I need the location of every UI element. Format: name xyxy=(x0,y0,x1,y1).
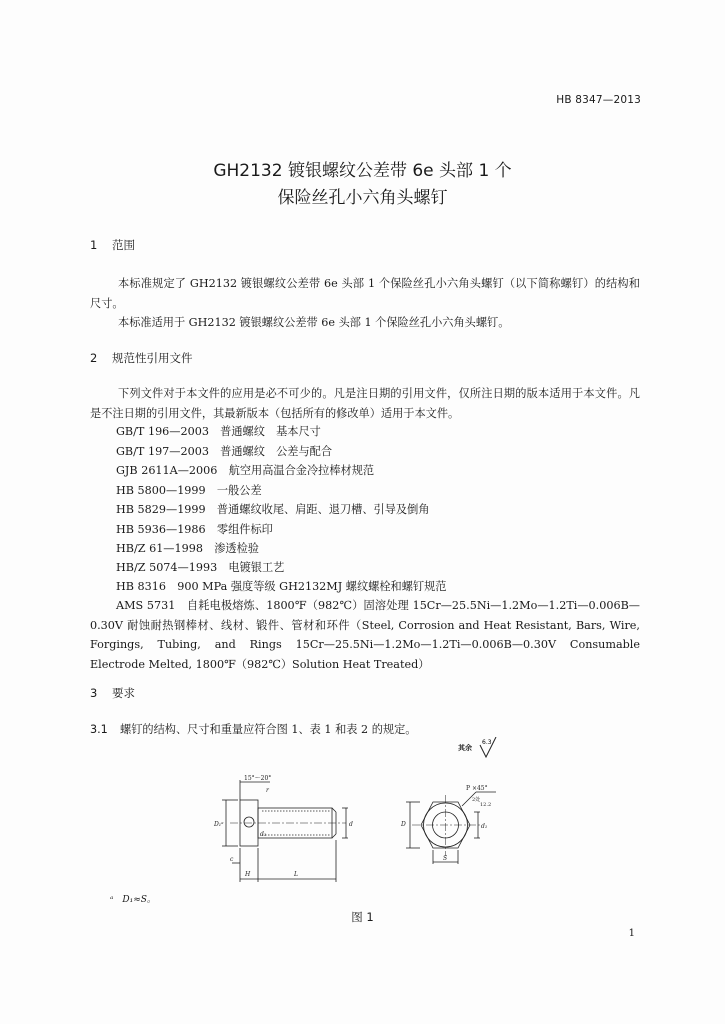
section3-heading xyxy=(90,685,135,701)
dim-d1-side-label: d₁ xyxy=(260,831,267,838)
reference-code: GB/T 196—2003 xyxy=(116,425,209,438)
dim-h-label: H xyxy=(245,871,251,878)
clause-3-1 xyxy=(90,721,416,737)
chamfer-sublabel: 2处 xyxy=(472,797,481,803)
roughness-note xyxy=(458,737,518,761)
reference-title: 一般公差 xyxy=(216,484,262,497)
reference-code: HB 5829—1999 xyxy=(116,503,206,516)
reference-code: GJB 2611A—2006 xyxy=(116,464,218,477)
side-dim-label: 12.2 xyxy=(480,802,492,808)
reference-code: GB/T 197—2003 xyxy=(116,445,209,458)
roughness-label: 其余 xyxy=(458,743,472,752)
reference-code: HB 5800—1999 xyxy=(116,484,206,497)
reference-title: 普通螺纹收尾、肩距、退刀槽、引导及倒角 xyxy=(216,503,430,516)
dim-dc-label: D₁ᵃ xyxy=(214,821,224,828)
reference-item xyxy=(116,521,273,537)
lockwire-hole xyxy=(244,817,254,827)
scope-paragraph-1: 本标准规定了 GH2132 镀银螺纹公差带 6e 头部 1 个保险丝孔小六角头螺钉（以下简称螺钉）的结构和尺寸。 xyxy=(90,277,640,310)
reference-title: 普通螺纹 公差与配合 xyxy=(220,445,333,458)
dim-d1-label: d₁ xyxy=(481,823,488,830)
figure-caption: 图 1 xyxy=(351,910,374,924)
dim-l-label: L xyxy=(294,871,298,878)
reference-item xyxy=(116,443,332,459)
reference-item xyxy=(116,462,374,478)
references-intro: 下列文件对于本文件的应用是必不可少的。凡是注日期的引用文件，仅所注日期的版本适用于本文件。凡是不注日期的引用文件，其最新版本（包括所有的修改单）适用于本文件。 xyxy=(90,387,640,420)
chamfer-label: P ×45° xyxy=(466,785,488,792)
clause-number: 3.1 xyxy=(90,723,108,736)
roughness-symbol-icon xyxy=(458,737,518,761)
dim-s-label: S xyxy=(443,855,448,862)
reference-title: 渗透检验 xyxy=(214,542,259,555)
reference-title: 电镀银工艺 xyxy=(228,561,285,574)
page-number: 1 xyxy=(628,928,635,939)
standard-code: HB 8347—2013 xyxy=(556,94,641,106)
angle-label: 15°～20° xyxy=(244,775,272,782)
clause-text: 螺钉的结构、尺寸和重量应符合图 1、表 1 和表 2 的规定。 xyxy=(120,723,417,736)
screw-drawing xyxy=(200,770,500,890)
roughness-value: 6.3 xyxy=(482,739,492,746)
reference-item xyxy=(116,423,321,439)
dim-d-label: d xyxy=(349,821,353,828)
reference-item xyxy=(116,482,262,498)
reference-title: 零组件标印 xyxy=(216,523,273,536)
section2-heading xyxy=(90,350,193,366)
reference-code: HB/Z 61—1998 xyxy=(116,542,203,555)
section-number: 2 xyxy=(90,351,98,365)
section-number: 3 xyxy=(90,686,98,700)
dim-r-label: r xyxy=(266,787,269,794)
reference-item xyxy=(116,559,284,575)
reference-item xyxy=(116,501,429,517)
scope-paragraph-2: 本标准适用于 GH2132 镀银螺纹公差带 6e 头部 1 个保险丝孔小六角头螺钉。 xyxy=(118,316,510,329)
reference-title: 普通螺纹 基本尺寸 xyxy=(220,425,321,438)
reference-item xyxy=(116,540,259,556)
section-number: 1 xyxy=(90,238,98,252)
document-title-line1: GH2132 镀银螺纹公差带 6e 头部 1 个 xyxy=(213,161,512,181)
figure-footnote: ᵃ D₁≈S。 xyxy=(110,895,156,905)
document-title-line2: 保险丝孔小六角头螺钉 xyxy=(277,188,448,208)
section-title: 范围 xyxy=(112,238,135,252)
reference-code: HB 8316 xyxy=(116,580,167,593)
reference-title: 900 MPa 强度等级 GH2132MJ 螺纹螺栓和螺钉规范 xyxy=(177,580,447,593)
reference-code: HB/Z 5074—1993 xyxy=(116,561,218,574)
reference-item xyxy=(116,578,447,594)
section-title: 要求 xyxy=(112,686,135,700)
reference-code: HB 5936—1986 xyxy=(116,523,206,536)
section1-heading xyxy=(90,237,135,253)
section-title: 规范性引用文件 xyxy=(112,351,193,365)
dim-c-label: c xyxy=(230,856,234,863)
reference-title: 航空用高温合金冷拉棒材规范 xyxy=(228,464,375,477)
reference-ams-5731: AMS 5731 自耗电极熔炼、1800℉（982℃）固溶处理 15Cr—25.5Ni—1.2Mo—1.2Ti—0.006B—0.30V 耐蚀耐热钢棒材、线材、锻件、管材和环件（Steel, Corrosion and Heat Resistant, Bars, Wire, Forgings, Tubing, and Rings 15Cr—25.5Ni—1.2Mo—1.2Ti—0.006B—0.30V Consumable Electrode Melted, 1800℉（982℃）Solution Heat Treated） xyxy=(90,599,640,671)
dim-big-d-label: D xyxy=(401,821,406,828)
